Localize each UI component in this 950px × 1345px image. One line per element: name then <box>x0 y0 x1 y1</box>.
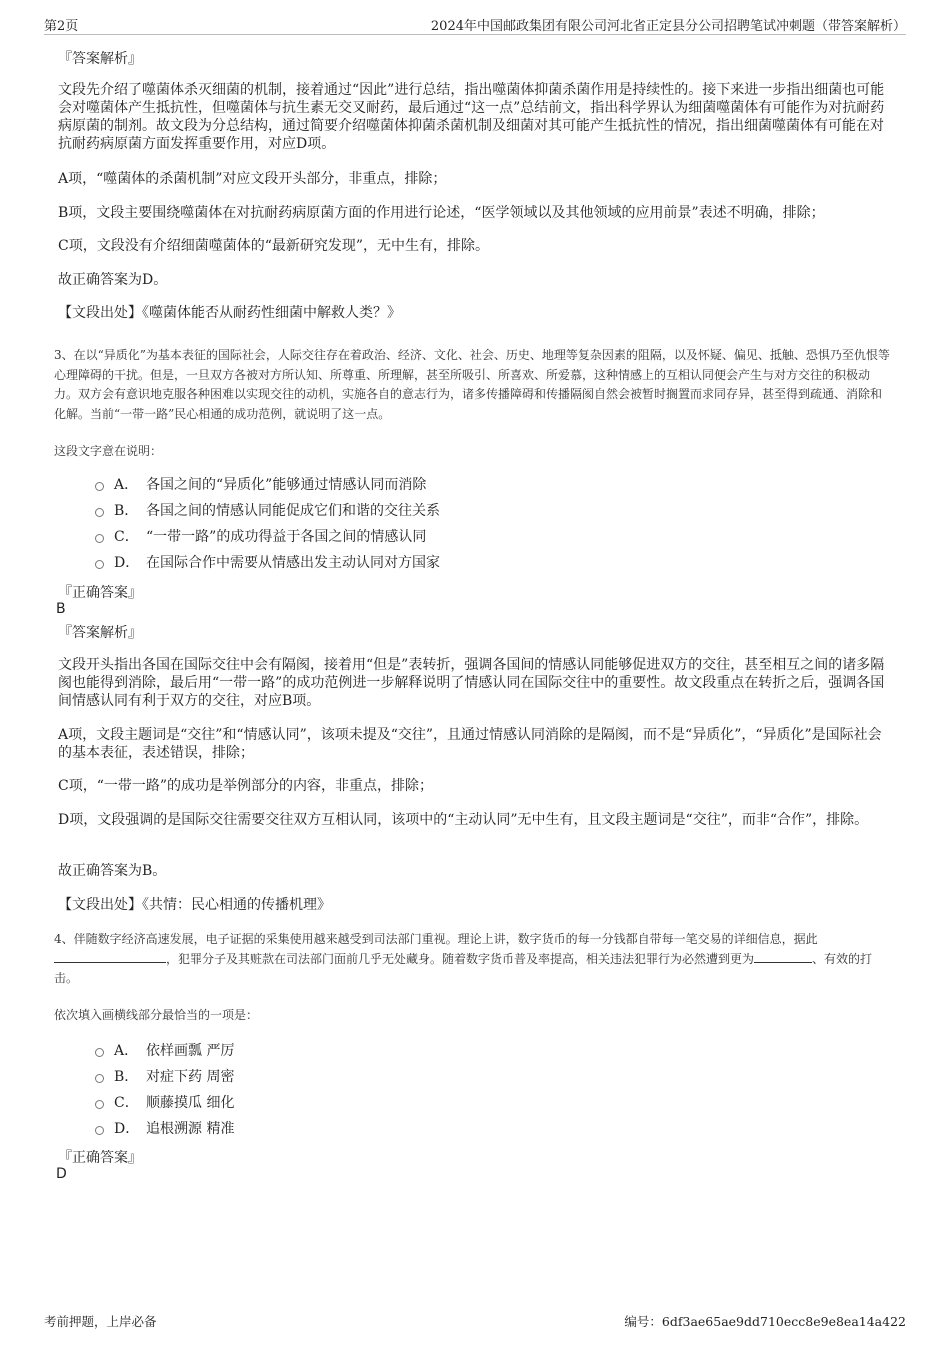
q3-analysis-text: 文段开头指出各国在国际交往中会有隔阂，接着用“但是”表转折，强调各国间的情感认同能够促进双方的交往，甚至相互之间的诸多隔阂也能得到消除，最后用“一带一路”的成功范例进一步解释说明了情感认同在国际交往中的重要性。故文段重点在转折之后，强调各国间情感认同有利于双方的交往，对应B项。 <box>58 657 885 709</box>
radio-icon[interactable] <box>95 1048 104 1057</box>
page-number: 第2页 <box>44 19 79 34</box>
option-letter: A． <box>114 1043 139 1059</box>
radio-icon[interactable] <box>95 560 104 569</box>
option-text: 顺藤摸瓜 细化 <box>146 1095 235 1111</box>
q4-option-b[interactable] <box>95 1068 234 1086</box>
fill-blank-2[interactable] <box>754 950 812 963</box>
option-text: 各国之间的“异质化”能够通过情感认同而消除 <box>146 477 427 493</box>
option-letter: B． <box>114 503 139 519</box>
q3-final-answer: 故正确答案为B。 <box>58 863 167 879</box>
q2-option-c-analysis: C项，文段没有介绍细菌噬菌体的“最新研究发现”，无中生有，排除。 <box>58 238 490 254</box>
q3-option-c-analysis: C项，“一带一路”的成功是举例部分的内容，非重点，排除； <box>58 778 434 794</box>
option-letter: C． <box>114 1095 139 1111</box>
q2-analysis-text: 文段先介绍了噬菌体杀灭细菌的机制，接着通过“因此”进行总结，指出噬菌体抑菌杀菌作用是持续性的。接下来进一步指出细菌也可能会对噬菌体产生抵抗性，但噬菌体与抗生素无交叉耐药，最后通过“这一点”总结前文，指出科学界认为细菌噬菌体有可能作为对抗耐药病原菌的制剂。故文段为分总结构，通过简要介绍噬菌体抑菌杀菌机制及细菌对其可能产生抵抗性的情况，指出细菌噬菌体有可能在对抗耐药病原菌方面发挥重要作用，对应D项。 <box>58 82 885 152</box>
q4-answer: D <box>56 1166 67 1182</box>
q4-stem: 依次填入画横线部分最恰当的一项是： <box>54 1008 259 1022</box>
option-letter: C． <box>114 529 139 545</box>
radio-icon[interactable] <box>95 1126 104 1135</box>
q4-option-d[interactable] <box>95 1120 234 1138</box>
radio-icon[interactable] <box>95 534 104 543</box>
q3-stem: 这段文字意在说明： <box>54 444 163 458</box>
q3-option-d[interactable] <box>95 554 440 572</box>
radio-icon[interactable] <box>95 1074 104 1083</box>
q3-question-text: 3、在以“异质化”为基本表征的国际社会，人际交往存在着政治、经济、文化、社会、历史、地理等复杂因素的阻隔，以及怀疑、偏见、抵触、恐惧乃至仇恨等心理障碍的干扰。但是，一旦双方各被对方所认知、所尊重、所理解，甚至所吸引、所喜欢、所爱慕，这种情感上的互相认同便会产生与对方交往的积极动力。双方会有意识地克服各种困难以实现交往的动机，实施各自的意志行为，诸多传播障碍和传播隔阂自然会被暂时搁置而求同存异，甚至得到疏通、消除和化解。当前“一带一路”民心相通的成功范例，就说明了这一点。 <box>54 348 890 421</box>
q3-answer-label: 『正确答案』 <box>58 585 142 601</box>
q4-text-part-1: 4、伴随数字经济高速发展，电子证据的采集使用越来越受到司法部门重视。理论上讲，数字货币的每一分钱都自带每一笔交易的详细信息，据此 <box>54 932 818 946</box>
option-letter: D． <box>114 1121 140 1137</box>
document-title: 2024年中国邮政集团有限公司河北省正定县分公司招聘笔试冲刺题（带答案解析） <box>430 19 906 34</box>
q2-final-answer: 故正确答案为D。 <box>58 272 168 288</box>
q3-option-d-analysis: D项，文段强调的是国际交往需要交往双方互相认同，该项中的“主动认同”无中生有，且文段主题词是“交往”，而非“合作”，排除。 <box>58 812 869 828</box>
q3-answer: B <box>56 601 66 617</box>
q4-answer-label: 『正确答案』 <box>58 1150 142 1166</box>
q4-text-part-3: 、有效的打击。 <box>54 951 873 985</box>
q3-option-c[interactable] <box>95 528 426 546</box>
option-text: 对症下药 周密 <box>146 1069 235 1085</box>
q4-option-a[interactable] <box>95 1042 234 1060</box>
option-text: 在国际合作中需要从情感出发主动认同对方国家 <box>146 555 440 571</box>
q2-option-b-analysis: B项，文段主要围绕噬菌体在对抗耐药病原菌方面的作用进行论述，“医学领域以及其他领域的应用前景”表述不明确，排除； <box>58 205 825 221</box>
page-header <box>44 12 906 35</box>
option-text: 追根溯源 精准 <box>146 1121 235 1137</box>
q3-option-b[interactable] <box>95 502 440 520</box>
option-letter: B． <box>114 1069 139 1085</box>
q3-source: 【文段出处】《共情：民心相通的传播机理》 <box>58 897 331 913</box>
option-letter: A． <box>114 477 139 493</box>
option-text: 各国之间的情感认同能促成它们和谐的交往关系 <box>146 503 440 519</box>
q2-source: 【文段出处】《噬菌体能否从耐药性细菌中解救人类？》 <box>58 305 401 321</box>
radio-icon[interactable] <box>95 1100 104 1109</box>
q4-option-c[interactable] <box>95 1094 234 1112</box>
q4-text-part-2: ，犯罪分子及其赃款在司法部门面前几乎无处藏身。随着数字货币普及率提高，相关违法犯罪行为必然遭到更为 <box>166 951 755 966</box>
q4-question-text <box>54 930 892 989</box>
document-serial: 编号：6df3ae65ae9dd710ecc8e9e8ea14a422 <box>624 1314 906 1329</box>
page-footer <box>44 1312 906 1332</box>
option-letter: D． <box>114 555 140 571</box>
q2-analysis-label: 『答案解析』 <box>58 51 142 67</box>
option-text: 依样画瓢 严厉 <box>146 1043 235 1059</box>
q2-option-a-analysis: A项，“噬菌体的杀菌机制”对应文段开头部分，非重点，排除； <box>58 171 447 187</box>
option-text: “一带一路”的成功得益于各国之间的情感认同 <box>146 529 427 545</box>
radio-icon[interactable] <box>95 508 104 517</box>
q3-option-a-analysis: A项，文段主题词是“交往”和“情感认同”，该项未提及“交往”，且通过情感认同消除的是隔阂，而不是“异质化”，“异质化”是国际社会的基本表征，表述错误，排除； <box>58 727 882 761</box>
fill-blank-1[interactable] <box>54 950 166 963</box>
footer-slogan: 考前押题，上岸必备 <box>44 1314 157 1329</box>
q3-option-a[interactable] <box>95 476 426 494</box>
radio-icon[interactable] <box>95 482 104 491</box>
q3-analysis-label: 『答案解析』 <box>58 625 142 641</box>
